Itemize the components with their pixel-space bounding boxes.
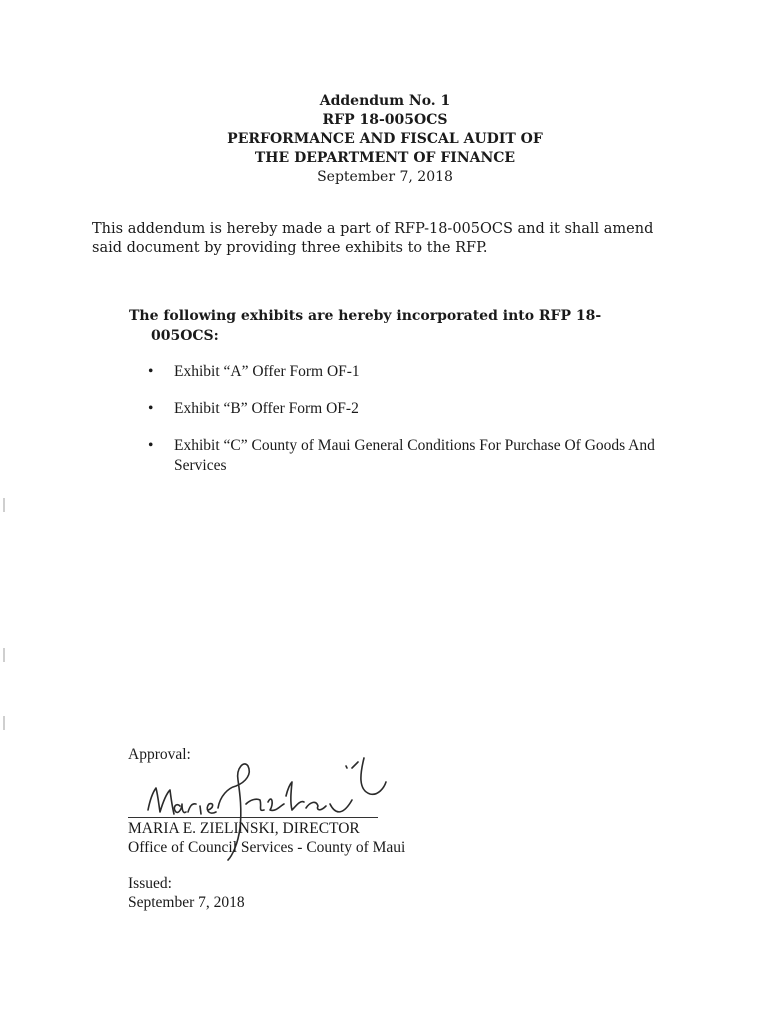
signer-name: MARIA E. ZIELINSKI, DIRECTOR xyxy=(128,820,360,837)
exhibits-heading-line-2: 005OCS: xyxy=(151,328,219,344)
title-line-2: THE DEPARTMENT OF FINANCE xyxy=(254,150,516,166)
issued-label: Issued: xyxy=(128,875,172,892)
scan-mark xyxy=(3,648,5,662)
signer-office: Office of Council Services - County of Maui xyxy=(128,839,406,856)
addendum-number: Addendum No. 1 xyxy=(319,93,451,109)
bullet-icon: • xyxy=(148,400,154,417)
intro-paragraph: This addendum is hereby made a part of RFP-18-005OCS and it shall amend said document by providing three exhibits to the RFP. xyxy=(92,221,654,256)
bullet-icon: • xyxy=(148,437,154,454)
exhibits-heading xyxy=(129,306,619,346)
exhibit-c: Exhibit “C” County of Maui General Conditions For Purchase Of Goods And Services xyxy=(174,437,655,474)
issued-date: September 7, 2018 xyxy=(128,894,245,911)
header-date: September 7, 2018 xyxy=(317,169,453,185)
exhibits-heading-line-1: The following exhibits are hereby incorporated into RFP 18- xyxy=(129,308,602,324)
exhibit-a: Exhibit “A” Offer Form OF-1 xyxy=(174,363,360,380)
issued-section xyxy=(128,874,428,912)
title-line-1: PERFORMANCE AND FISCAL AUDIT OF xyxy=(227,131,543,147)
scan-mark xyxy=(3,498,5,512)
rfp-number: RFP 18-005OCS xyxy=(322,112,448,128)
approval-label: Approval: xyxy=(128,746,191,763)
exhibit-b: Exhibit “B” Offer Form OF-2 xyxy=(174,400,359,417)
list-item xyxy=(148,362,668,382)
document-header xyxy=(0,92,770,187)
bullet-icon: • xyxy=(148,363,154,380)
list-item xyxy=(148,399,668,419)
scan-mark xyxy=(3,716,5,730)
exhibit-list xyxy=(148,362,668,493)
list-item xyxy=(148,436,668,476)
signer-block xyxy=(128,819,528,857)
